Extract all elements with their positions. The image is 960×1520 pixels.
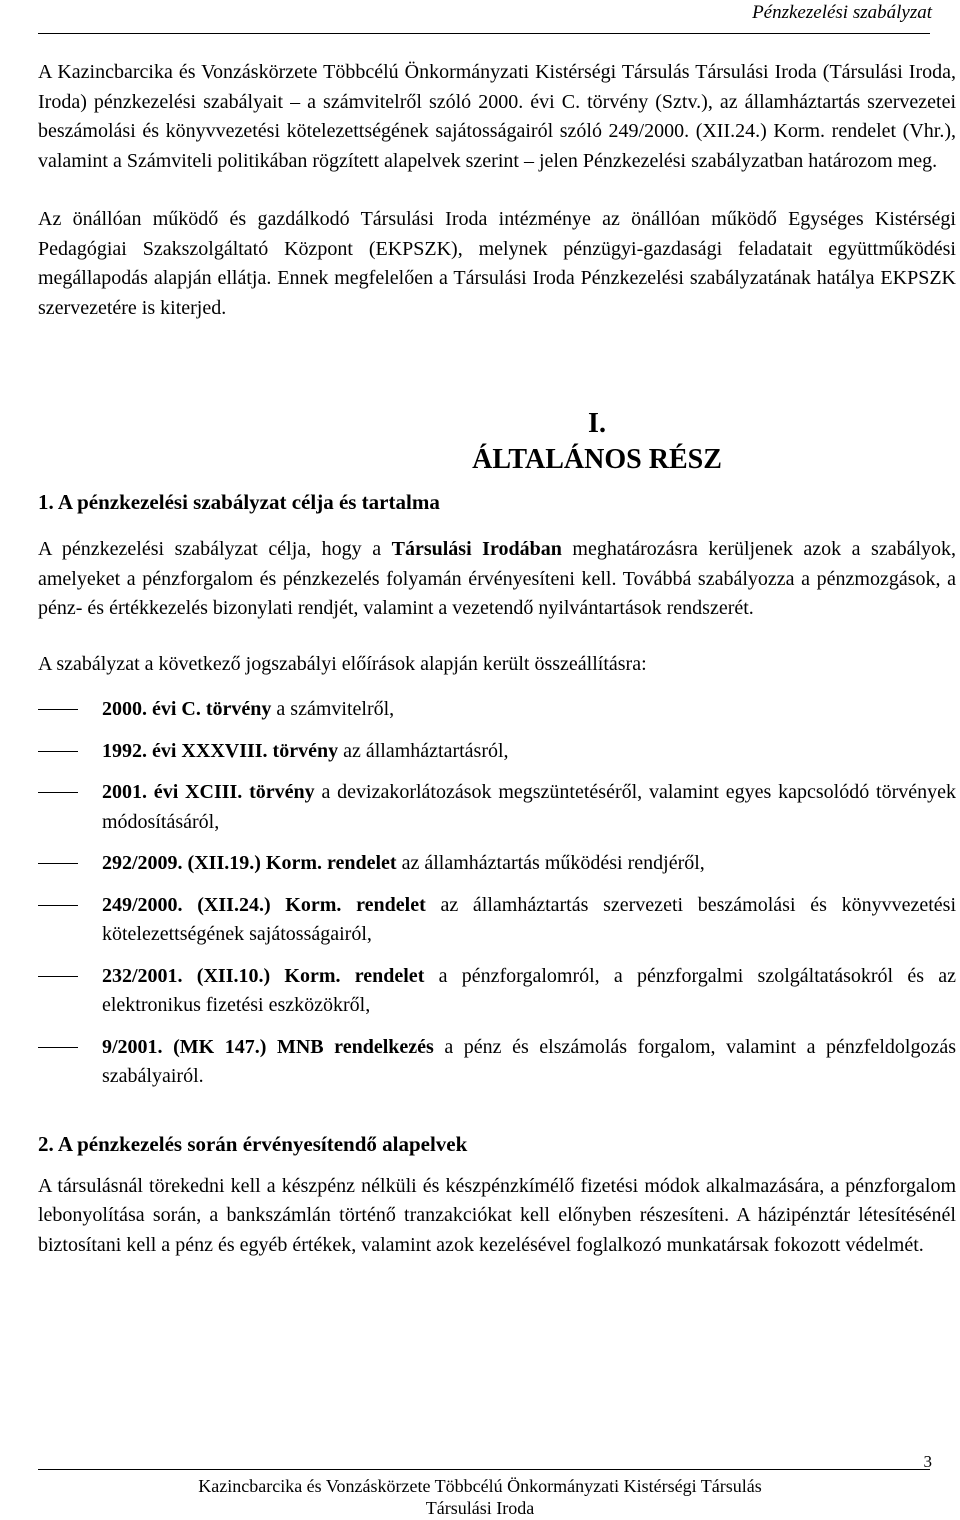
- regulation-title: 2000. évi C. törvény: [102, 698, 272, 720]
- part-title: ÁLTALÁNOS RÉSZ: [472, 444, 722, 475]
- section-1-paragraph: [38, 535, 956, 624]
- section-2-heading: 2. A pénzkezelés során érvényesítendő alapelvek: [38, 1131, 468, 1156]
- regulation-item: [38, 1033, 956, 1092]
- dash-bullet: [38, 751, 78, 752]
- regulation-item: [38, 962, 956, 1021]
- regulation-item: [38, 737, 956, 767]
- regulation-description: a pénz és elszámolás forgalom, valamint a pénzfeldolgozás szabályairól.: [102, 1035, 956, 1087]
- dash-bullet: [38, 1047, 78, 1048]
- regulation-description: a pénzforgalomról, a pénzforgalmi szolgáltatásokról és az elektronikus fizetési eszközökről,: [102, 964, 956, 1016]
- part-number: I.: [588, 408, 606, 439]
- intro-paragraph-1: A Kazincbarcika és Vonzáskörzete Többcélú Önkormányzati Kistérségi Társulás Társulási Iroda (Társulási Iroda, Iroda) pénzkezelési szabályait – a számvitelről szóló 2000. évi C. törvény (Sztv.), az államháztartás szervezetei beszámolási és könyvvezetési kötelezettségének sajátosságairól szóló 249/2000. (XII.24.) Korm. rendelet (Vhr.), valamint a Számviteli politikában rögzített alapelvek szerint – jelen Pénzkezelési szabályzatban határozom meg.: [38, 61, 956, 172]
- intro-paragraph-2: Az önállóan működő és gazdálkodó Társulási Iroda intézménye az önállóan működő Egységes Kistérségi Pedagógiai Szakszolgáltató Központ (EKPSZK), melynek pénzügyi-gazdasági feladatait együttműködési megállapodás alapján ellátja. Ennek megfelelően a Társulási Iroda Pénzkezelési szabályzatának hatálya EKPSZK szervezetére is kiterjed.: [38, 208, 956, 319]
- regulation-description: az államháztartás szervezeti beszámolási és könyvvezetési kötelezettségének sajátosságairól,: [102, 893, 956, 945]
- regulations-list: [38, 695, 956, 1092]
- regulation-title: 249/2000. (XII.24.) Korm. rendelet: [102, 893, 426, 916]
- section-1-text-after: meghatározásra kerüljenek azok a szabályok, amelyeket a pénzforgalom és pénzkezelés folyamán érvényesíteni kell. Továbbá szabályozza a pénzmozgások, a pénz- és értékkezelés bizonylati rendjét, valamint a vezetendő nyilvántartások rendszerét.: [38, 538, 957, 619]
- dash-bullet: [38, 863, 78, 864]
- regulation-description: a devizakorlátozások megszüntetéséről, valamint egyes kapcsolódó törvények módosításáról,: [102, 781, 956, 833]
- section-1-heading: 1. A pénzkezelési szabályzat célja és tartalma: [38, 490, 440, 514]
- page-number: 3: [923, 1452, 932, 1471]
- section-1-text-bold: Társulási Irodában: [391, 538, 562, 560]
- regulation-item: [38, 778, 956, 837]
- header-rule: [38, 33, 930, 34]
- regulation-description: a számvitelről,: [271, 698, 395, 720]
- dash-bullet: [38, 709, 78, 710]
- regulation-description: az államháztartás működési rendjéről,: [396, 852, 705, 874]
- dash-bullet: [38, 976, 78, 977]
- regulations-intro: A szabályzat a következő jogszabályi előírások alapján került összeállításra:: [38, 652, 647, 675]
- footer-office: Társulási Iroda: [425, 1498, 535, 1518]
- footer-organization: Kazincbarcika és Vonzáskörzete Többcélú Önkormányzati Kistérségi Társulás: [198, 1476, 762, 1496]
- section-2-paragraph: A társulásnál törekedni kell a készpénz nélküli és készpénzkímélő fizetési módok alkalmazására, a pénzforgalom lebonyolítása során, a bankszámlán történő tranzakciókat kell előnyben részesíteni. A házipénztár létesítésénél biztosítani kell a pénz és egyéb értékek, valamint azok kezelésével foglalkozó munkatársak fokozott védelmét.: [38, 1174, 956, 1256]
- part-heading: [38, 406, 956, 478]
- regulation-title: 292/2009. (XII.19.) Korm. rendelet: [102, 852, 397, 874]
- regulation-description: az államháztartásról,: [338, 739, 509, 762]
- regulation-title: 1992. évi XXXVIII. törvény: [102, 739, 339, 762]
- regulation-title: 2001. évi XCIII. törvény: [102, 781, 315, 803]
- regulation-title: 9/2001. (MK 147.) MNB rendelkezés: [102, 1035, 434, 1058]
- dash-bullet: [38, 792, 78, 793]
- dash-bullet: [38, 905, 78, 906]
- regulation-item: [38, 695, 956, 725]
- page-content: [38, 58, 956, 1260]
- footer-rule: [38, 1469, 930, 1470]
- running-header: Pénzkezelési szabályzat: [752, 2, 932, 23]
- regulation-item: [38, 891, 956, 950]
- regulation-title: 232/2001. (XII.10.) Korm. rendelet: [102, 964, 425, 987]
- section-1-text-before: A pénzkezelési szabályzat célja, hogy a: [38, 538, 392, 560]
- regulation-item: [38, 849, 956, 879]
